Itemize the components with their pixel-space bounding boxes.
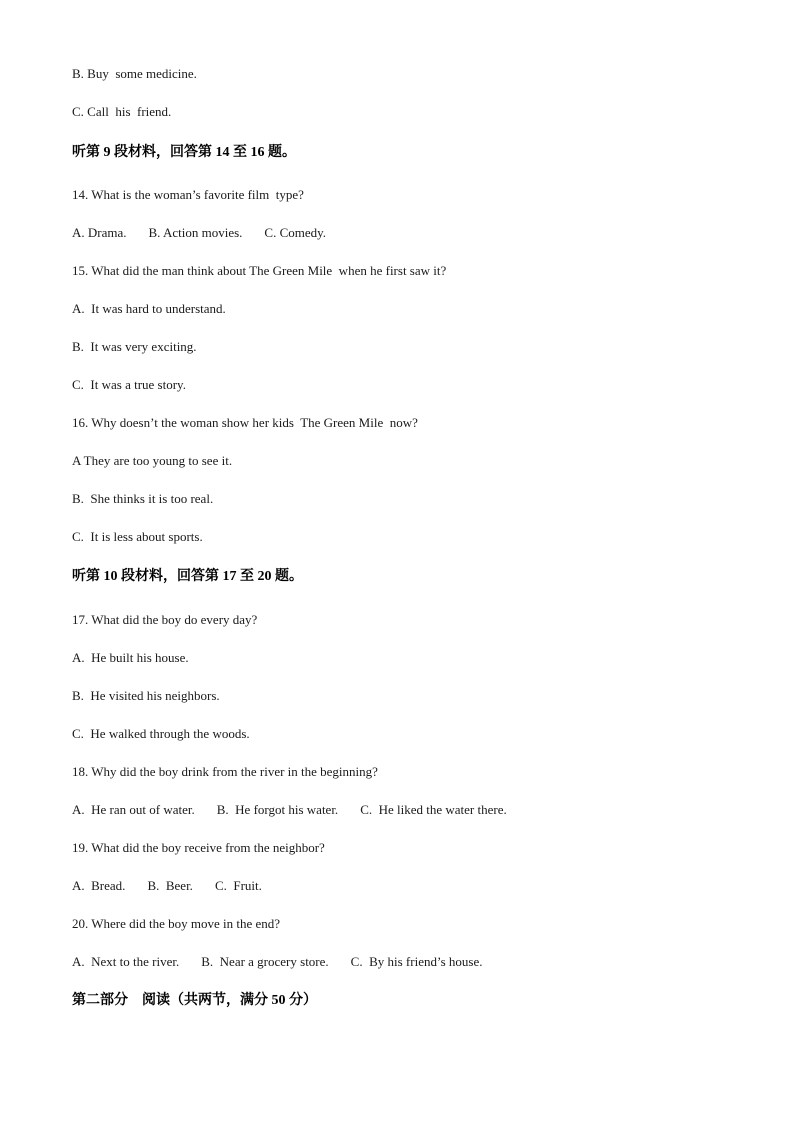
option-17-b: B. He visited his neighbors.	[72, 688, 220, 703]
question-14-options	[72, 225, 326, 241]
option-14-b: B. Action movies.	[148, 225, 243, 240]
option-14-a: A. Drama.	[72, 225, 127, 240]
section-9-heading: 听第 9 段材料，回答第 14 至 16 题。	[72, 145, 296, 160]
question-18: 18. Why did the boy drink from the river in the beginning?	[72, 764, 378, 779]
option-16-c: C. It is less about sports.	[72, 529, 203, 544]
option-14-c: C. Comedy.	[264, 225, 327, 240]
option-16-a: A They are too young to see it.	[72, 453, 233, 468]
question-16: 16. Why doesn’t the woman show her kids The Green Mile now?	[72, 415, 418, 430]
option-19-b: B. Beer.	[147, 878, 193, 893]
option-18-b: B. He forgot his water.	[216, 802, 339, 817]
option-18-c: C. He liked the water there.	[360, 802, 507, 817]
question-19-options	[72, 878, 262, 894]
option-17-c: C. He walked through the woods.	[72, 726, 250, 741]
option-15-b: B. It was very exciting.	[72, 339, 197, 354]
question-14: 14. What is the woman’s favorite film type?	[72, 187, 304, 202]
option-15-a: A. It was hard to understand.	[72, 301, 226, 316]
option-16-b: B. She thinks it is too real.	[72, 491, 214, 506]
option-13-b: B. Buy some medicine.	[72, 66, 197, 81]
option-15-c: C. It was a true story.	[72, 377, 186, 392]
question-17: 17. What did the boy do every day?	[72, 612, 258, 627]
option-20-c: C. By his friend’s house.	[350, 954, 483, 969]
question-20: 20. Where did the boy move in the end?	[72, 916, 281, 931]
question-18-options	[72, 802, 507, 818]
option-18-a: A. He ran out of water.	[72, 802, 195, 817]
section-10-heading: 听第 10 段材料，回答第 17 至 20 题。	[72, 569, 303, 584]
part-2-heading: 第二部分 阅读（共两节，满分 50 分）	[72, 993, 317, 1008]
option-20-b: B. Near a grocery store.	[201, 954, 329, 969]
question-19: 19. What did the boy receive from the neighbor?	[72, 840, 325, 855]
option-19-a: A. Bread.	[72, 878, 126, 893]
option-13-c: C. Call his friend.	[72, 104, 172, 119]
option-19-c: C. Fruit.	[214, 878, 262, 893]
option-17-a: A. He built his house.	[72, 650, 189, 665]
question-15: 15. What did the man think about The Green Mile when he first saw it?	[72, 263, 447, 278]
option-20-a: A. Next to the river.	[72, 954, 180, 969]
question-20-options	[72, 954, 482, 970]
